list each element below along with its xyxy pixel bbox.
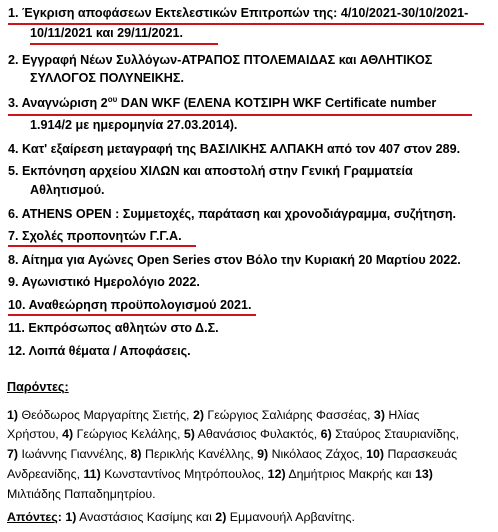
item-number: 12. — [8, 344, 26, 358]
agenda-item-10 — [8, 298, 252, 312]
red-underline — [8, 314, 256, 316]
agenda-item-8 — [8, 253, 461, 267]
item-text: Αγωνιστικό Ημερολόγιο 2022. — [21, 275, 200, 289]
red-underline — [8, 245, 196, 247]
agenda-item-3-cont — [30, 118, 237, 132]
absent-name: Εμμανουήλ Αρβανίτης. — [226, 510, 355, 524]
present-label: Παρόντες — [7, 380, 65, 394]
agenda-item-1 — [8, 6, 468, 20]
present-line-4: Ανδρεανίδης, 11) Κωνσταντίνος Μητρόπουλος, 12) Δημήτριος Μακρής και 13) — [7, 467, 433, 481]
agenda-item-4 — [8, 142, 460, 156]
item-text: 10/11/2021 και 29/11/2021. — [30, 26, 184, 40]
item-text: Αθλητισμού. — [30, 183, 105, 197]
item-number: 10. — [8, 298, 26, 312]
agenda-item-5-cont — [30, 183, 105, 197]
item-text: DAN WKF (ΕΛΕΝΑ ΚΟΤΣΙΡΗ WKF Certificate number — [117, 96, 437, 110]
item-number: 9. — [8, 275, 19, 289]
absent-number: 1) — [65, 510, 77, 524]
item-text: Λοιπά θέματα / Αποφάσεις. — [28, 344, 191, 358]
item-number: 4. — [8, 142, 19, 156]
item-text: Έγκριση αποφάσεων Εκτελεστικών Επιτροπών της: 4/10/2021-30/10/2021- — [22, 6, 469, 20]
present-heading — [7, 380, 69, 394]
item-text: Εκπρόσωπος αθλητών στο Δ.Σ. — [28, 321, 219, 335]
agenda-item-2-cont — [30, 71, 184, 85]
item-text: Αναγνώριση 2 — [21, 96, 108, 110]
present-colon: : — [64, 380, 69, 394]
absent-number: 2) — [215, 510, 227, 524]
item-number: 5. — [8, 164, 19, 178]
absent-name: Αναστάσιος Κασίμης και — [76, 510, 216, 524]
present-line-3: 7) Ιωάννης Γιαννέλης, 8) Περικλής Κανέλλης, 9) Νικόλαος Ζάχος, 10) Παρασκευάς — [7, 447, 458, 461]
item-number: 6. — [8, 207, 19, 221]
item-text: Αίτημα για Αγώνες Open Series στον Βόλο την Κυριακή 20 Μαρτίου 2022. — [21, 253, 461, 267]
item-text: Εγγραφή Νέων Συλλόγων-ΑΤΡΑΠΟΣ ΠΤΟΛΕΜΑΙΔΑΣ και ΑΘΛΗΤΙΚΟΣ — [22, 53, 433, 67]
absent-line — [7, 510, 355, 524]
present-line-5: Μιλτιάδης Παπαδημητρίου. — [7, 487, 156, 501]
item-number: 7. — [8, 229, 19, 243]
red-underline — [8, 23, 484, 25]
absent-colon: : — [57, 510, 62, 524]
agenda-item-9 — [8, 275, 200, 289]
absent-label: Απόντες — [7, 510, 58, 524]
item-text: Εκπόνηση αρχείου ΧΙΛΩΝ και αποστολή στην Γενική Γραμματεία — [22, 164, 413, 178]
item-text: Κατ' εξαίρεση μεταγραφή της ΒΑΣΙΛΙΚΗΣ ΑΛΠΑΚΗ από τον 407 στον 289. — [22, 142, 461, 156]
red-underline — [8, 114, 472, 116]
red-underline — [30, 43, 218, 45]
present-line-2: Χρήστου, 4) Γεώργιος Κελάλης, 5) Αθανάσιος Φυλακτός, 6) Σταύρος Σταυριανίδης, — [7, 427, 460, 441]
item-text: Αναθεώρηση προϋπολογισμού 2021. — [28, 298, 252, 312]
item-number: 1. — [8, 6, 19, 20]
item-text: ΣΥΛΛΟΓΟΣ ΠΟΛΥΝΕΙΚΗΣ. — [30, 71, 184, 85]
agenda-item-3 — [8, 96, 436, 110]
agenda-item-5 — [8, 164, 413, 178]
agenda-item-12 — [8, 344, 191, 358]
item-number: 8. — [8, 253, 19, 267]
agenda-item-7 — [8, 229, 182, 243]
present-line-1: 1) Θεόδωρος Μαργαρίτης Σιετής, 2) Γεώργιος Σαλιάρης Φασσέας, 3) Ηλίας — [7, 408, 420, 422]
item-text: ATHENS OPEN : Συμμετοχές, παράταση και χρονοδιάγραμμα, συζήτηση. — [21, 207, 457, 221]
agenda-item-11 — [8, 321, 219, 335]
agenda-item-6 — [8, 207, 456, 221]
ordinal-superscript: ου — [107, 95, 118, 104]
item-number: 3. — [8, 96, 19, 110]
item-text: 1.914/2 με ημερομηνία 27.03.2014). — [30, 118, 238, 132]
item-text: Σχολές προπονητών Γ.Γ.Α. — [22, 229, 182, 243]
agenda-item-1-cont — [30, 26, 183, 40]
item-number: 11. — [8, 321, 25, 335]
item-number: 2. — [8, 53, 19, 67]
agenda-item-2 — [8, 53, 432, 67]
